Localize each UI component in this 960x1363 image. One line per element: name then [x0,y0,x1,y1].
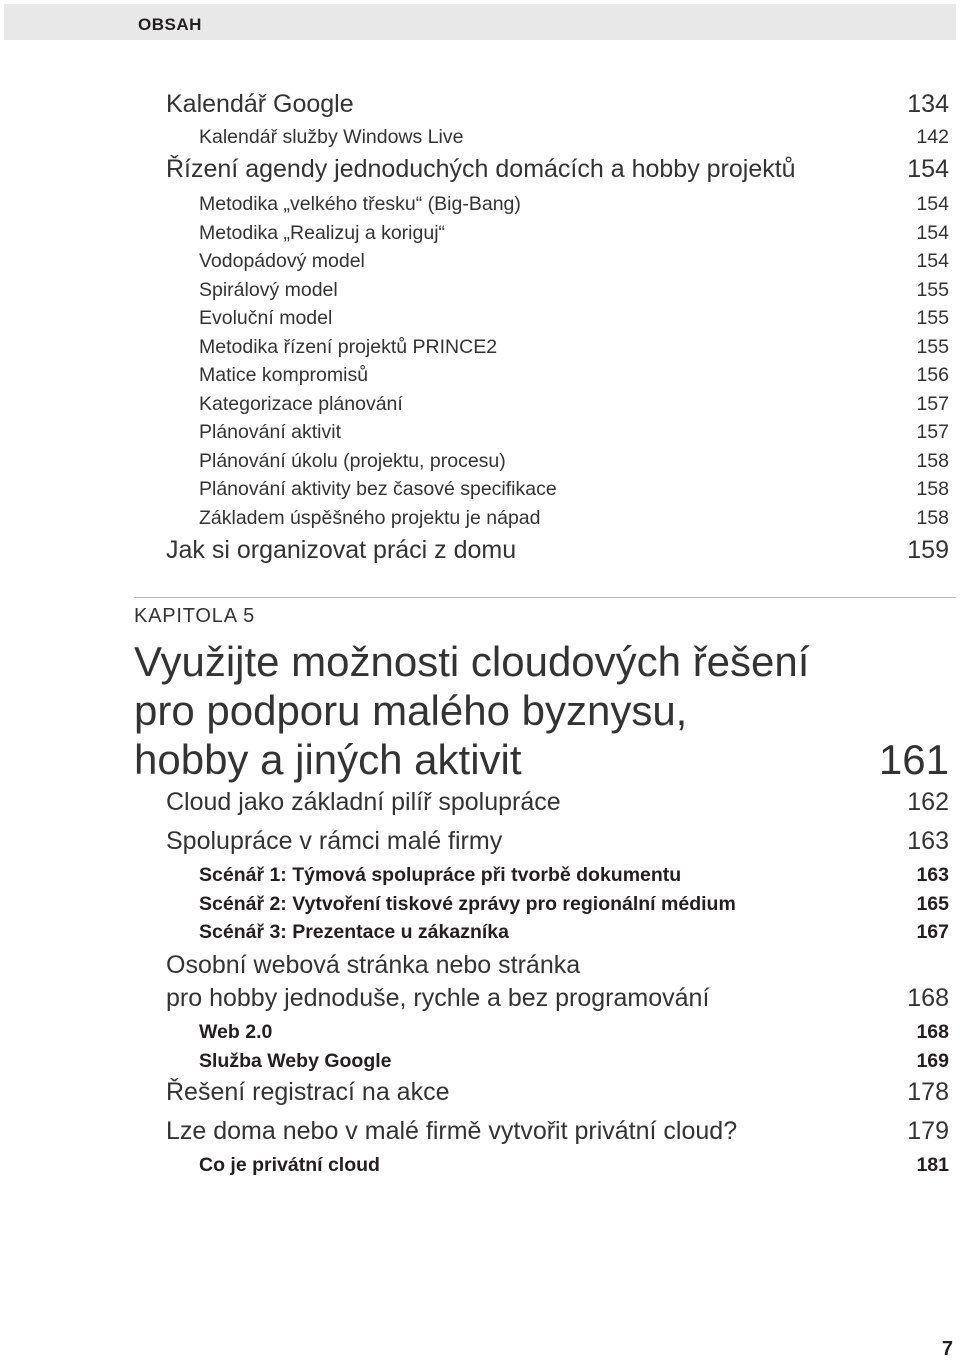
toc-entry-title: Scénář 3: Prezentace u zákazníka [199,921,509,943]
toc-entry-title: Metodika „velkého třesku“ (Big-Bang) [199,193,521,215]
toc-entry-title: Lze doma nebo v malé firmě vytvořit privátní cloud? [166,1117,738,1145]
header-bar [4,4,956,40]
toc-entry [0,307,960,330]
toc-entry-title: Metodika řízení projektů PRINCE2 [199,336,498,358]
toc-entry [0,1078,960,1107]
toc-entry-page: 155 [916,307,949,329]
toc-entry [0,921,960,944]
chapter-title-line2 [134,687,949,734]
toc-entry [0,193,960,216]
toc-entry-page: 154 [907,155,949,183]
toc-entry [0,864,960,887]
chapter-page: 161 [878,736,949,783]
toc-entry [0,90,960,119]
toc-entry-page: 168 [907,984,949,1012]
toc-entry [0,1021,960,1044]
toc-entry [0,507,960,530]
chapter-title-line1 [134,638,949,685]
toc-entry-page: 169 [916,1050,949,1072]
toc-entry [0,893,960,916]
chapter-divider [134,597,956,598]
toc-entry-title: Matice kompromisů [199,364,369,386]
toc-entry-page: 155 [916,336,949,358]
toc-entry-page: 163 [907,827,949,855]
toc-entry-title: pro hobby jednoduše, rychle a bez programování [166,984,710,1012]
toc-entry-page: 162 [907,788,949,816]
toc-entry-title: Co je privátní cloud [199,1154,380,1176]
toc-entry-page: 178 [907,1078,949,1106]
section-header-label: OBSAH [138,15,202,34]
toc-entry-title: Spirálový model [199,279,338,301]
toc-entry-title: Plánování úkolu (projektu, procesu) [199,450,506,472]
toc-entry-page: 156 [916,364,949,386]
toc-entry-title: Základem úspěšného projektu je nápad [199,507,541,529]
toc-entry-title: Metodika „Realizuj a koriguj“ [199,222,446,244]
toc-entry-page: 167 [916,921,949,943]
toc-entry-title: Kategorizace plánování [199,393,403,415]
toc-entry [0,450,960,473]
chapter-title-text: pro podporu malého byznysu, [134,687,688,734]
toc-entry-title: Evoluční model [199,307,333,329]
toc-entry-title: Řízení agendy jednoduchých domácích a hobby projektů [166,155,796,183]
toc-entry-page: 155 [916,279,949,301]
toc-entry-page: 134 [907,90,949,118]
toc-entry-page: 163 [916,864,949,886]
chapter-label: KAPITOLA 5 [134,605,256,627]
toc-entry-page: 154 [916,222,949,244]
chapter-title-text: Využijte možnosti cloudových řešení [134,638,810,685]
toc-entry [0,1050,960,1073]
toc-entry-page: 158 [916,478,949,500]
toc-entry [0,421,960,444]
toc-entry [0,155,960,184]
toc-entry-page: 154 [916,250,949,272]
toc-entry [0,279,960,302]
toc-entry [0,984,960,1013]
toc-entry [0,827,960,856]
toc-entry [0,222,960,245]
toc-entry-page: 157 [916,421,949,443]
toc-entry [0,1154,960,1177]
toc-entry-title: Plánování aktivit [199,421,341,443]
toc-entry-title: Spolupráce v rámci malé firmy [166,827,503,855]
toc-entry-page: 157 [916,393,949,415]
toc-entry [0,788,960,817]
toc-entry-title: Osobní webová stránka nebo stránka [166,951,581,979]
toc-entry [0,478,960,501]
toc-entry-page: 158 [916,450,949,472]
toc-entry-page: 179 [907,1117,949,1145]
toc-entry-title: Kalendář služby Windows Live [199,126,464,148]
toc-entry-page: 158 [916,507,949,529]
toc-entry-page: 181 [916,1154,949,1176]
toc-entry-title: Řešení registrací na akce [166,1078,450,1106]
toc-entry-title: Scénář 2: Vytvoření tiskové zprávy pro regionální médium [199,893,736,915]
toc-entry [0,250,960,273]
chapter-title-text: hobby a jiných aktivit [134,736,522,783]
toc-entry-page: 168 [916,1021,949,1043]
toc-entry-title: Plánování aktivity bez časové specifikace [199,478,557,500]
toc-entry-page: 165 [916,893,949,915]
toc-entry-title: Scénář 1: Týmová spolupráce při tvorbě dokumentu [199,864,682,886]
toc-entry [0,536,960,565]
toc-entry [0,951,960,980]
chapter-title-line3 [134,736,949,783]
toc-entry [0,126,960,149]
toc-entry [0,1117,960,1146]
toc-entry-title: Vodopádový model [199,250,365,272]
toc-entry [0,364,960,387]
toc-entry-title: Web 2.0 [199,1021,273,1043]
toc-entry [0,393,960,416]
toc-entry-title: Služba Weby Google [199,1050,392,1072]
toc-entry-page: 159 [907,536,949,564]
toc-entry-page: 142 [916,126,949,148]
page-number: 7 [941,1338,953,1360]
toc-entry-title: Jak si organizovat práci z domu [166,536,517,564]
toc-entry-title: Kalendář Google [166,90,354,118]
toc-entry-page: 154 [916,193,949,215]
toc-entry-title: Cloud jako základní pilíř spolupráce [166,788,561,816]
toc-entry [0,336,960,359]
